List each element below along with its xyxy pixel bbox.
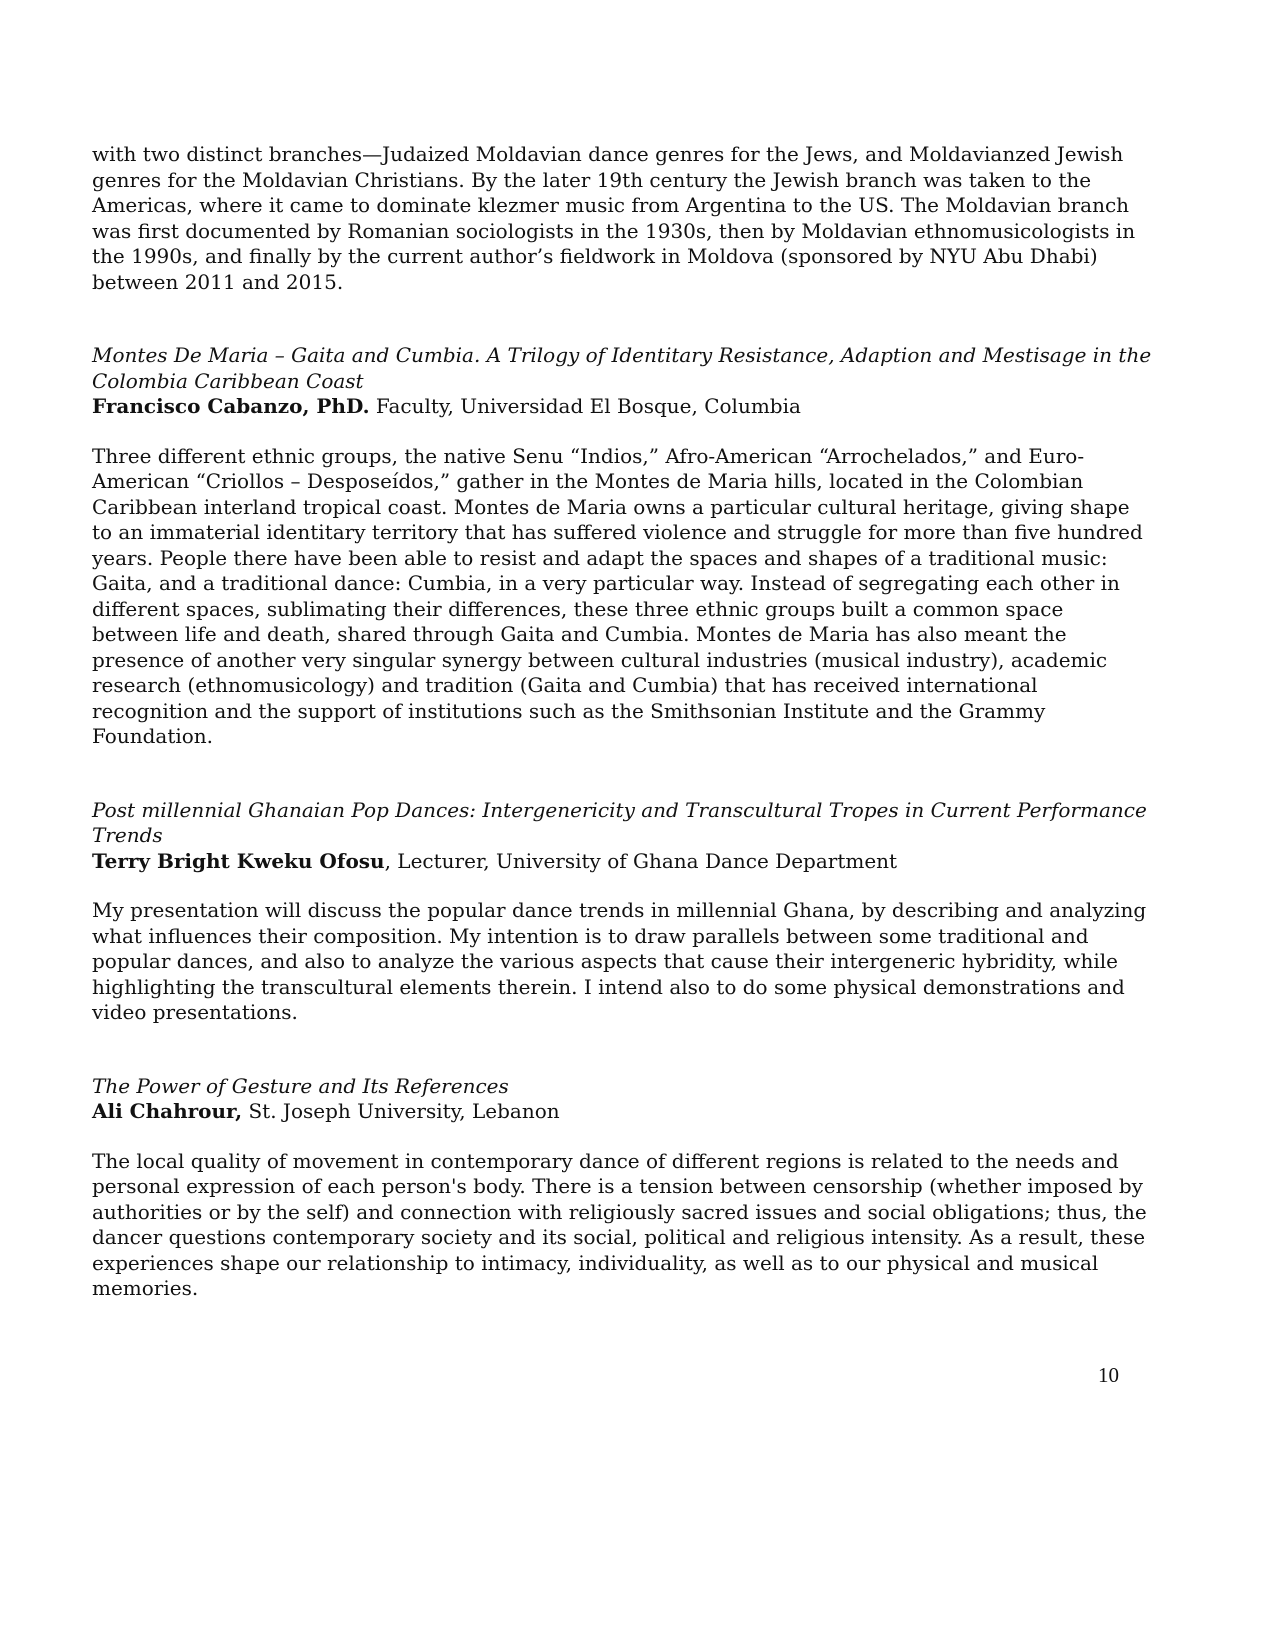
author-line	[92, 849, 1152, 875]
intro-paragraph: with two distinct branches—Judaized Moldavian dance genres for the Jews, and Moldavianzed Jewish genres for the Moldavian Christians. By the later 19th century the Jewish branch was taken to the Americas, where it came to dominate klezmer music from Argentina to the US. The Moldavian branch was first documented by Romanian sociologists in the 1930s, then by Moldavian ethnomusicologists in the 1990s, and finally by the current author’s fieldwork in Moldova (sponsored by NYU Abu Dhabi) between 2011 and 2015.	[92, 142, 1136, 294]
author-name: Terry Bright Kweku Ofosu	[92, 848, 385, 873]
abstract-title: Post millennial Ghanaian Pop Dances: Intergenericity and Transcultural Tropes in Current Performance Trends	[92, 797, 1147, 847]
author-line	[92, 1099, 1152, 1125]
author-affiliation: , Lecturer, University of Ghana Dance Department	[384, 848, 898, 873]
abstract-title: The Power of Gesture and Its References	[92, 1073, 509, 1098]
abstract-body: My presentation will discuss the popular dance trends in millennial Ghana, by describing and analyzing what influences their composition. My intention is to draw parallels between some traditional and popular dances, and also to analyze the various aspects that cause their intergeneric hybridity, while highlighting the transcultural elements therein. I intend also to do some physical demonstrations and video presentations.	[92, 898, 1147, 1024]
page-number: 10	[1098, 1363, 1119, 1387]
abstract-montes-de-maria	[92, 343, 1152, 750]
abstract-power-of-gesture	[92, 1074, 1152, 1302]
author-line	[92, 394, 1152, 420]
abstract-ghanaian-pop-dances	[92, 798, 1152, 1026]
author-name: Ali Chahrour,	[92, 1099, 243, 1123]
author-affiliation: Faculty, Universidad El Bosque, Columbia	[369, 394, 801, 418]
abstract-body: Three different ethnic groups, the native Senu “Indios,” Afro-American “Arrochelados,” and Euro-American “Criollos – Desposeídos,” gather in the Montes de Maria hills, located in the Colombian Caribbean interland tropical coast. Montes de Maria owns a particular cultural heritage, giving shape to an immaterial identitary territory that has suffered violence and struggle for more than five hundred years. People there have been able to resist and adapt the spaces and shapes of a traditional music: Gaita, and a traditional dance: Cumbia, in a very particular way. Instead of segregating each other in different spaces, sublimating their differences, these three ethnic groups built a common space between life and death, shared through Gaita and Cumbia. Montes de Maria has also meant the presence of another very singular synergy between cultural industries (musical industry), academic research (ethnomusicology) and tradition (Gaita and Cumbia) that has received international recognition and the support of institutions such as the Smithsonian Institute and the Grammy Foundation.	[92, 443, 1143, 748]
author-affiliation: St. Joseph University, Lebanon	[242, 1099, 560, 1123]
document-page	[92, 142, 1152, 1350]
author-name: Francisco Cabanzo, PhD.	[92, 394, 370, 418]
abstract-title: Montes De Maria – Gaita and Cumbia. A Trilogy of Identitary Resistance, Adaption and Mestisage in the Colombia Caribbean Coast	[92, 343, 1152, 393]
abstract-body: The local quality of movement in contemporary dance of different regions is related to the needs and personal expression of each person's body. There is a tension between censorship (whether imposed by authorities or by the self) and connection with religiously sacred issues and social obligations; thus, the dancer questions contemporary society and its social, political and religious intensity. As a result, these experiences shape our relationship to intimacy, individuality, as well as to our physical and musical memories.	[92, 1148, 1147, 1300]
